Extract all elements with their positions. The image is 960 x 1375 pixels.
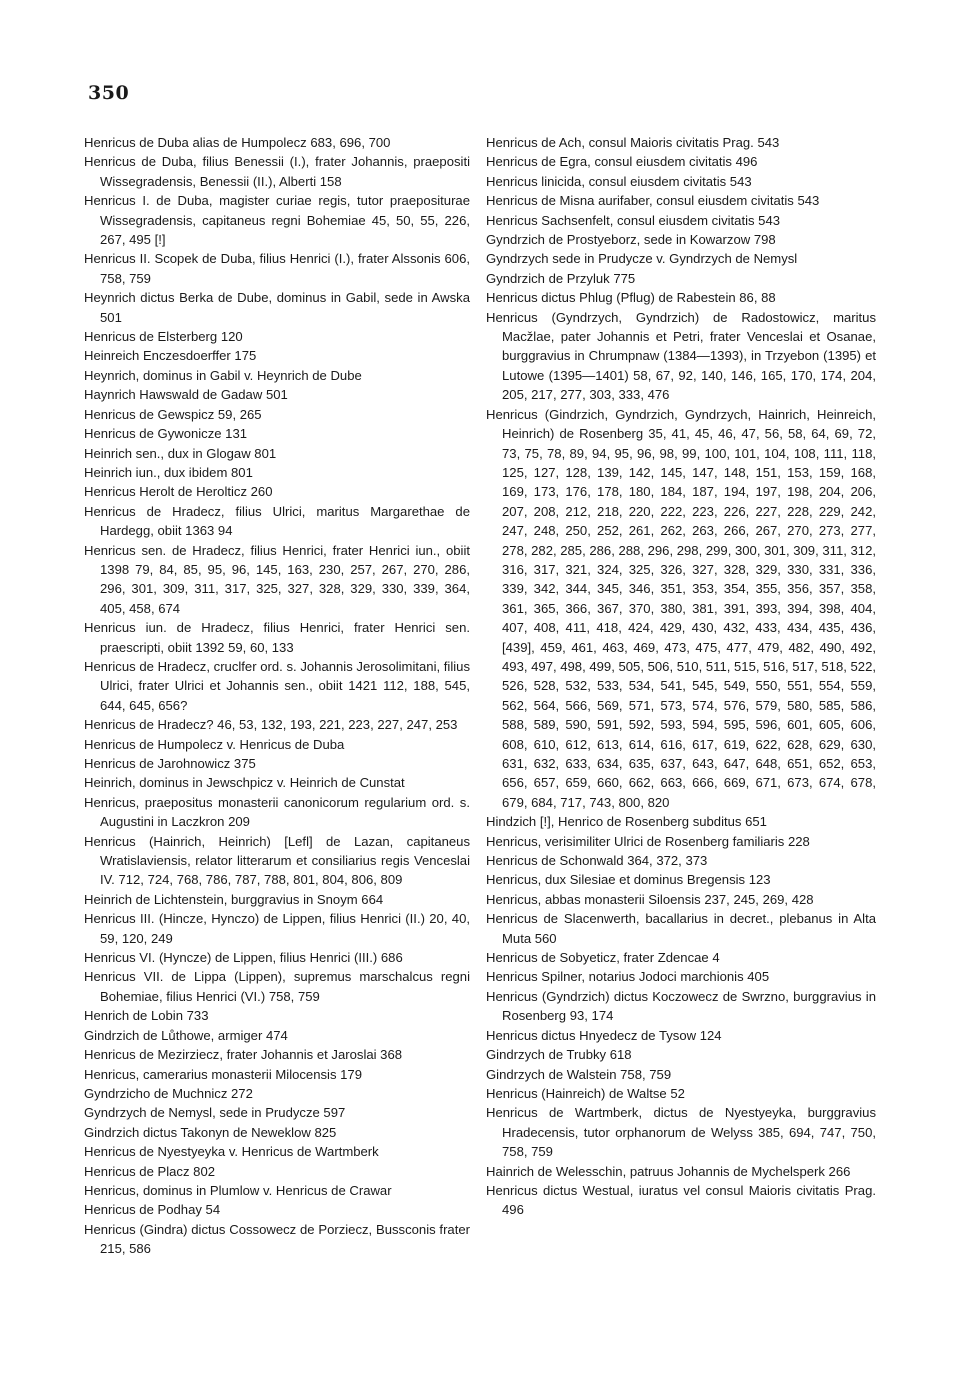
index-entry: Heinrich sen., dux in Glogaw 801 — [84, 445, 277, 461]
index-entry: Henricus de Placz 802 — [84, 1163, 216, 1179]
index-entry: Henricus VII. de Lippa (Lippen), supremus marschalcus regni Bohemiae, filius Henrici (VI.) 758, 759 — [84, 969, 470, 1004]
index-entry: Heynrich, dominus in Gabil v. Heynrich de Dube — [84, 367, 362, 383]
index-entry: Henricus, camerarius monasterii Milocensis 179 — [84, 1066, 362, 1082]
index-entry: Henricus de Misna aurifaber, consul eiusdem civitatis 543 — [486, 193, 820, 209]
index-entry: Henricus dictus Westual, iuratus vel consul Maioris civitatis Prag. 496 — [486, 1182, 876, 1218]
index-entry: Gyndrzicho de Muchnicz 272 — [84, 1085, 253, 1101]
index-entry: Haynrich Hawswald de Gadaw 501 — [84, 387, 288, 403]
index-entry: Henricus linicida, consul eiusdem civitatis 543 — [486, 173, 752, 189]
index-entry: Henricus de Wartmberk, dictus de Nyestyeyka, burggravius Hradecensis, tutor orphanorum de Welyss 385, 694, 747, 750, 758, 759 — [486, 1105, 876, 1160]
index-entry: Henricus de Slacenwerth, bacallarius in decret., plebanus in Alta Muta 560 — [486, 911, 876, 946]
index-entry: Hainrich de Welesschin, patruus Johannis de Mychelsperk 266 — [486, 1163, 851, 1179]
index-entry: Henricus de Duba, filius Benessii (I.), frater Johannis, praepositi Wissegradensis, Benessii (II.), Alberti 158 — [84, 154, 470, 189]
index-entry: Henricus Herolt de Herolticz 260 — [84, 484, 273, 500]
index-entry: Henricus (Gyndrzych, Gyndrzich) de Radostowicz, maritus Macžlae, pater Johannis et Petri, frater Venceslai et Osanae, burggravius in Chrumpnaw (1384—1393), in Trzyebon (1395) et Lutowe (1395—1401) 58, 67, 92, 140, 146, 165, 170, 174, 204, 205, 217, 277, 303, 333, 476 — [486, 309, 876, 403]
index-entry: Henricus dictus Phlug (Pflug) de Rabestein 86, 88 — [486, 290, 776, 306]
index-entry: Gyndrzych sede in Prudycze v. Gyndrzych de Nemysl — [486, 251, 798, 267]
index-entry: Heinreich Enczesdoerffer 175 — [84, 348, 257, 364]
index-entry: Henricus (Gindra) dictus Cossowecz de Porziecz, Bussconis frater 215, 586 — [84, 1221, 470, 1257]
index-entry: Henricus de Sobyeticz, frater Zdencae 4 — [486, 950, 720, 966]
index-column-left — [84, 133, 470, 1259]
index-entry: Henricus, dominus in Plumlow v. Henricus de Crawar — [84, 1182, 392, 1198]
index-entry: Henricus (Gyndrzich) dictus Koczowecz de Swrzno, burggravius in Rosenberg 93, 174 — [486, 988, 876, 1024]
page-number: 350 — [88, 82, 130, 104]
index-entry: Henricus iun. de Hradecz, filius Henrici, frater Henrici sen. praescripti, obiit 1392 59, 60, 133 — [84, 620, 470, 655]
index-entry: Henrich de Lobin 733 — [84, 1008, 209, 1024]
index-entry: Henricus, abbas monasterii Siloensis 237, 245, 269, 428 — [486, 891, 814, 907]
index-entry: Henricus (Gindrzich, Gyndrzich, Gyndrzych, Hainrich, Heinreich, Heinrich) de Rosenberg 35, 41, 45, 46, 47, 56, 58, 64, 69, 72, 73, 75, 78, 89, 94, 95, 96, 98, 99, 100, 101, 104, 108, 111, 118, 125, 127, 128, 139, 142, 145, 147, 148, 151, 153, 159, 168, 169, 173, 176, 178, 180, 184, 187, 194, 197, 198, 204, 206, 207, 208, 212, 218, 220, 222, 223, 226, 227, 228, 229, 242, 247, 248, 250, 252, 261, 262, 263, 266, 267, 270, 273, 277, 278, 282, 285, 286, 288, 296, 298, 299, 300, 301, 309, 311, 312, 316, 317, 321, 324, 325, 326, 327, 328, 329, 330, 331, 336, 339, 342, 344, 345, 346, 351, 353, 354, 355, 356, 357, 358, 361, 365, 366, 367, 370, 380, 381, 391, 393, 394, 398, 404, 407, 408, 411, 418, 424, 429, 430, 432, 433, 434, 435, 436, [439], 459, 461, 463, 469, 473, 475, 477, 479, 482, 490, 492, 493, 497, 498, 499, 505, 506, 510, 511, 515, 516, 517, 518, 522, 526, 528, 532, 533, 534, 541, 545, 549, 550, 551, 554, 559, 562, 564, 566, 569, 571, 573, 574, 576, 579, 580, 585, 586, 588, 589, 590, 591, 592, 593, 594, 595, 596, 601, 605, 606, 608, 610, 612, 613, 614, 616, 617, 619, 622, 628, 629, 630, 631, 632, 633, 634, 635, 637, 643, 647, 648, 651, 652, 653, 656, 657, 659, 660, 662, 663, 666, 669, 671, 673, 674, 678, 679, 684, 717, 743, 800, 820 — [486, 406, 876, 810]
index-entry: Henricus de Nyestyeyka v. Henricus de Wartmberk — [84, 1144, 379, 1160]
index-entry: Heinrich, dominus in Jewschpicz v. Heinrich de Cunstat — [84, 775, 405, 791]
index-entry: Henricus II. Scopek de Duba, filius Henrici (I.), frater Alssonis 606, 758, 759 — [84, 251, 470, 286]
index-entry: Henricus de Humpolecz v. Henricus de Duba — [84, 736, 345, 752]
index-entry: Henricus, praepositus monasterii canonicorum regularium ord. s. Augustini in Laczkron 209 — [84, 794, 470, 830]
index-entry: Henricus dictus Hnyedecz de Tysow 124 — [486, 1027, 722, 1043]
index-entry: Heinrich de Lichtenstein, burggravius in Snoym 664 — [84, 891, 384, 907]
index-entry: Hindzich [!], Henrico de Rosenberg subditus 651 — [486, 814, 767, 830]
index-entry: Henricus de Podhay 54 — [84, 1202, 221, 1218]
index-entry: Henricus de Gewspicz 59, 265 — [84, 406, 262, 422]
index-entry: Henricus de Jarohnowicz 375 — [84, 756, 256, 771]
index-entry: Henricus de Elsterberg 120 — [84, 329, 243, 345]
index-entry: Heinrich iun., dux ibidem 801 — [84, 464, 253, 480]
index-entry: Henricus de Gywonicze 131 — [84, 426, 248, 442]
index-entry: Henricus VI. (Hyncze) de Lippen, filius Henrici (III.) 686 — [84, 950, 403, 966]
index-entry: Henricus sen. de Hradecz, filius Henrici, frater Henrici iun., obiit 1398 79, 84, 85, 95, 96, 145, 163, 230, 257, 267, 270, 286, 296, 301, 309, 311, 317, 325, 327, 328, 329, 330, 339, 364, 405, 458, 674 — [84, 542, 470, 616]
index-entry: Gyndrzich de Prostyeborz, sede in Kowarzow 798 — [486, 232, 776, 248]
index-entry: Gyndrzych de Nemysl, sede in Prudycze 597 — [84, 1105, 346, 1121]
index-entry: Henricus I. de Duba, magister curiae regis, tutor praepositurae Wissegradensis, capitaneus regni Bohemiae 45, 50, 55, 226, 267, 495 [!] — [84, 193, 470, 248]
index-entry: Henricus de Hradecz, filius Ulrici, maritus Margarethae de Hardegg, obiit 1363 94 — [84, 503, 470, 539]
index-entry: Henricus de Hradecz? 46, 53, 132, 193, 221, 223, 227, 247, 253 — [84, 717, 458, 733]
index-entry: Henricus de Hradecz, cruclfer ord. s. Johannis Jerosolimitani, filius Ulrici, frater Ulrici et Johannis sen., obiit 1421 112, 188, 545, 644, 645, 656? — [84, 658, 470, 713]
index-entry: Henricus Spilner, notarius Jodoci marchionis 405 — [486, 969, 770, 985]
index-entry: Henricus de Mezirziecz, frater Johannis et Jaroslai 368 — [84, 1047, 403, 1063]
index-entry: Gindrzych de Walstein 758, 759 — [486, 1066, 672, 1082]
index-entry: Henricus de Schonwald 364, 372, 373 — [486, 853, 708, 869]
index-entry: Gindrzych de Trubky 618 — [486, 1047, 632, 1063]
index-entry: Gindrzich dictus Takonyn de Neweklow 825 — [84, 1124, 337, 1140]
index-entry: Henricus de Ach, consul Maioris civitatis Prag. 543 — [486, 135, 780, 150]
index-entry: Henricus de Duba alias de Humpolecz 683, 696, 700 — [84, 135, 391, 150]
index-entry: Henricus de Egra, consul eiusdem civitatis 496 — [486, 154, 758, 170]
index-entry: Henricus III. (Hincze, Hynczo) de Lippen, filius Henrici (II.) 20, 40, 59, 120, 249 — [84, 911, 470, 946]
index-entry: Gindrzich de Lůthowe, armiger 474 — [84, 1027, 288, 1043]
index-entry: Henricus, dux Silesiae et dominus Bregensis 123 — [486, 872, 771, 888]
index-entry: Gyndrzich de Przyluk 775 — [486, 270, 636, 286]
index-entry: Henricus (Hainreich) de Waltse 52 — [486, 1085, 685, 1101]
index-entry: Henricus Sachsenfelt, consul eiusdem civitatis 543 — [486, 212, 781, 228]
index-column-right — [486, 133, 876, 1220]
index-entry: Heynrich dictus Berka de Dube, dominus in Gabil, sede in Awska 501 — [84, 290, 470, 325]
index-entry: Henricus (Hainrich, Heinrich) [Lefl] de Lazan, capitaneus Wratislaviensis, relator litterarum et consiliarius regis Venceslai IV. 712, 724, 768, 786, 787, 788, 801, 804, 806, 809 — [84, 833, 470, 888]
index-entry: Henricus, verisimiliter Ulrici de Rosenberg familiaris 228 — [486, 833, 810, 849]
